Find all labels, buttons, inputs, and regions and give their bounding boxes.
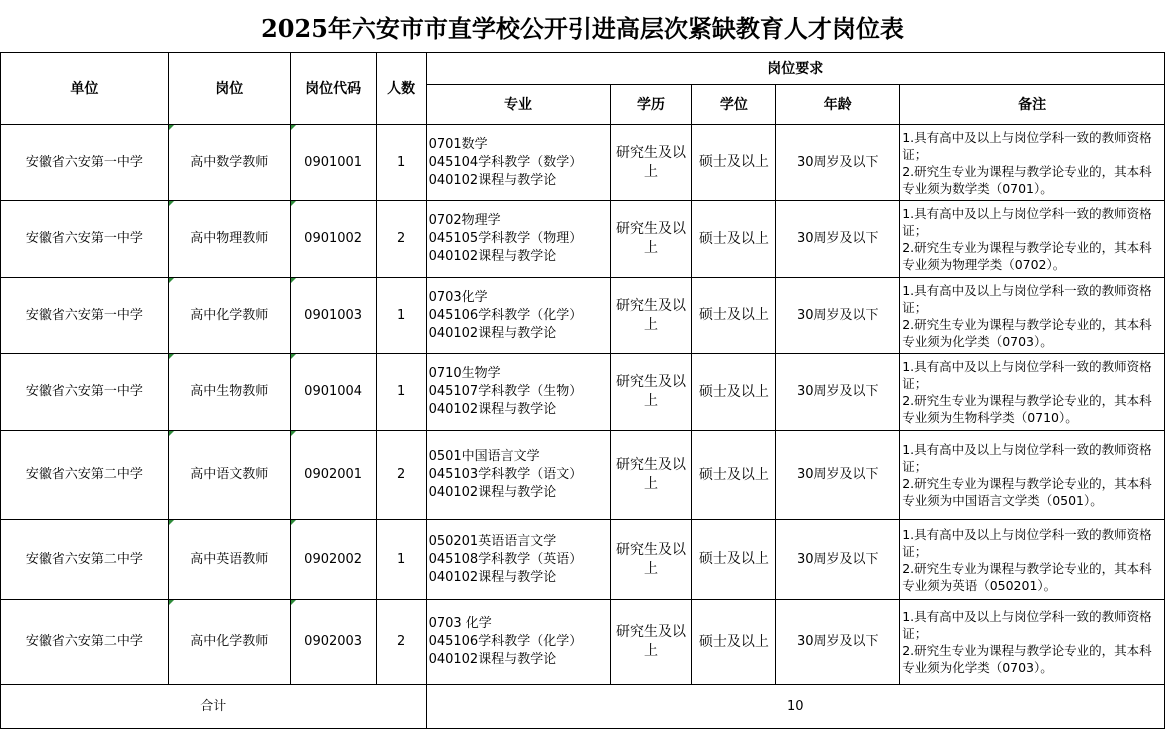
note-line: 1.具有高中及以上与岗位学科一致的教师资格证； <box>902 526 1152 559</box>
cell-education: 研究生及以上 <box>610 278 692 354</box>
table-row <box>1 201 1165 278</box>
major-line: 040102课程与教学论 <box>428 325 557 341</box>
cell-note <box>900 125 1165 201</box>
cell-post: 高中数学教师 <box>168 125 290 201</box>
cell-education: 研究生及以上 <box>610 520 692 600</box>
cell-code: 0901002 <box>290 201 376 278</box>
table-row <box>1 278 1165 354</box>
cell-note <box>900 354 1165 431</box>
cell-post: 高中英语教师 <box>168 520 290 600</box>
header-education: 学历 <box>610 85 692 125</box>
cell-major <box>426 600 610 685</box>
table-row <box>1 354 1165 431</box>
major-line: 050201英语语言文学 <box>428 533 557 549</box>
cell-count: 2 <box>376 201 426 278</box>
header-note: 备注 <box>900 85 1165 125</box>
cell-count: 1 <box>376 520 426 600</box>
cell-education: 研究生及以上 <box>610 431 692 520</box>
note-line: 2.研究生专业为课程与教学论专业的，其本科专业须为化学类（0703）。 <box>902 316 1152 349</box>
note-line: 1.具有高中及以上与岗位学科一致的教师资格证； <box>902 129 1152 162</box>
major-line: 045106学科教学（化学） <box>428 634 583 649</box>
header-code: 岗位代码 <box>290 53 376 125</box>
major-line: 045107学科教学（生物） <box>428 384 583 399</box>
cell-age: 30周岁及以下 <box>776 354 900 431</box>
cell-code: 0901001 <box>290 125 376 201</box>
header-degree: 学位 <box>692 85 776 125</box>
table-row <box>1 600 1165 685</box>
cell-unit: 安徽省六安第二中学 <box>1 520 169 600</box>
cell-age: 30周岁及以下 <box>776 125 900 201</box>
cell-code: 0902002 <box>290 520 376 600</box>
cell-count: 2 <box>376 431 426 520</box>
table-row <box>1 125 1165 201</box>
note-line: 2.研究生专业为课程与教学论专业的，其本科专业须为中国语言文学类（0501）。 <box>902 476 1152 508</box>
note-line: 1.具有高中及以上与岗位学科一致的教师资格证； <box>902 609 1152 641</box>
table-row <box>1 520 1165 600</box>
total-value: 10 <box>426 685 1164 729</box>
note-line: 1.具有高中及以上与岗位学科一致的教师资格证； <box>902 359 1152 391</box>
cell-unit: 安徽省六安第二中学 <box>1 600 169 685</box>
cell-count: 2 <box>376 600 426 685</box>
header-row <box>1 53 1165 85</box>
major-line: 0501中国语言文学 <box>428 449 540 464</box>
cell-education: 研究生及以上 <box>610 201 692 278</box>
page-title: 2025年六安市市直学校公开引进高层次紧缺教育人才岗位表 <box>261 13 904 43</box>
major-line: 0701数学 <box>428 136 488 152</box>
major-line: 040102课程与教学论 <box>428 485 557 500</box>
major-line: 040102课程与教学论 <box>428 172 557 188</box>
cell-unit: 安徽省六安第一中学 <box>1 201 169 278</box>
major-line: 040102课程与教学论 <box>428 249 557 264</box>
cell-degree: 硕士及以上 <box>692 201 776 278</box>
major-line: 040102课程与教学论 <box>428 402 557 417</box>
cell-age: 30周岁及以下 <box>776 520 900 600</box>
cell-major <box>426 278 610 354</box>
cell-code: 0901003 <box>290 278 376 354</box>
cell-age: 30周岁及以下 <box>776 431 900 520</box>
cell-major <box>426 354 610 431</box>
cell-major <box>426 431 610 520</box>
cell-post: 高中生物教师 <box>168 354 290 431</box>
cell-major <box>426 520 610 600</box>
major-line: 0702物理学 <box>428 213 501 228</box>
major-line: 0703 化学 <box>428 616 492 631</box>
cell-degree: 硕士及以上 <box>692 520 776 600</box>
cell-degree: 硕士及以上 <box>692 431 776 520</box>
total-label: 合计 <box>1 685 427 729</box>
table-row <box>1 431 1165 520</box>
total-row <box>1 685 1165 729</box>
major-line: 045103学科教学（语文） <box>428 467 583 482</box>
cell-education: 研究生及以上 <box>610 600 692 685</box>
cell-age: 30周岁及以下 <box>776 600 900 685</box>
cell-post: 高中化学教师 <box>168 600 290 685</box>
cell-major <box>426 125 610 201</box>
positions-table <box>0 52 1165 729</box>
header-requirements: 岗位要求 <box>426 53 1164 85</box>
cell-degree: 硕士及以上 <box>692 600 776 685</box>
cell-count: 1 <box>376 278 426 354</box>
note-line: 1.具有高中及以上与岗位学科一致的教师资格证； <box>902 206 1152 238</box>
cell-unit: 安徽省六安第一中学 <box>1 278 169 354</box>
cell-post: 高中物理教师 <box>168 201 290 278</box>
cell-post: 高中化学教师 <box>168 278 290 354</box>
major-line: 045108学科教学（英语） <box>428 551 583 567</box>
note-line: 2.研究生专业为课程与教学论专业的，其本科专业须为物理学类（0702）。 <box>902 240 1152 272</box>
note-line: 1.具有高中及以上与岗位学科一致的教师资格证； <box>902 282 1152 315</box>
cell-code: 0902001 <box>290 431 376 520</box>
cell-code: 0902003 <box>290 600 376 685</box>
header-count: 人数 <box>376 53 426 125</box>
major-line: 0703化学 <box>428 289 488 305</box>
header-post: 岗位 <box>168 53 290 125</box>
cell-count: 1 <box>376 354 426 431</box>
header-major: 专业 <box>426 85 610 125</box>
major-line: 0710生物学 <box>428 366 501 381</box>
cell-degree: 硕士及以上 <box>692 354 776 431</box>
cell-code: 0901004 <box>290 354 376 431</box>
cell-note <box>900 201 1165 278</box>
note-line: 1.具有高中及以上与岗位学科一致的教师资格证； <box>902 442 1152 474</box>
cell-age: 30周岁及以下 <box>776 278 900 354</box>
cell-age: 30周岁及以下 <box>776 201 900 278</box>
major-line: 045105学科教学（物理） <box>428 231 583 246</box>
cell-major <box>426 201 610 278</box>
cell-degree: 硕士及以上 <box>692 125 776 201</box>
cell-count: 1 <box>376 125 426 201</box>
cell-note <box>900 431 1165 520</box>
header-unit: 单位 <box>1 53 169 125</box>
cell-unit: 安徽省六安第一中学 <box>1 354 169 431</box>
major-line: 045106学科教学（化学） <box>428 307 583 323</box>
major-line: 040102课程与教学论 <box>428 569 557 585</box>
major-line: 045104学科教学（数学） <box>428 154 583 170</box>
cell-unit: 安徽省六安第一中学 <box>1 125 169 201</box>
note-line: 2.研究生专业为课程与教学论专业的，其本科专业须为化学类（0703）。 <box>902 643 1152 675</box>
cell-education: 研究生及以上 <box>610 354 692 431</box>
cell-education: 研究生及以上 <box>610 125 692 201</box>
cell-post: 高中语文教师 <box>168 431 290 520</box>
header-age: 年龄 <box>776 85 900 125</box>
cell-note <box>900 520 1165 600</box>
cell-degree: 硕士及以上 <box>692 278 776 354</box>
note-line: 2.研究生专业为课程与教学论专业的，其本科专业须为数学类（0701）。 <box>902 163 1152 196</box>
cell-unit: 安徽省六安第二中学 <box>1 431 169 520</box>
cell-note <box>900 600 1165 685</box>
note-line: 2.研究生专业为课程与教学论专业的，其本科专业须为英语（050201）。 <box>902 560 1152 593</box>
major-line: 040102课程与教学论 <box>428 652 557 667</box>
note-line: 2.研究生专业为课程与教学论专业的，其本科专业须为生物科学类（0710）。 <box>902 393 1152 425</box>
cell-note <box>900 278 1165 354</box>
